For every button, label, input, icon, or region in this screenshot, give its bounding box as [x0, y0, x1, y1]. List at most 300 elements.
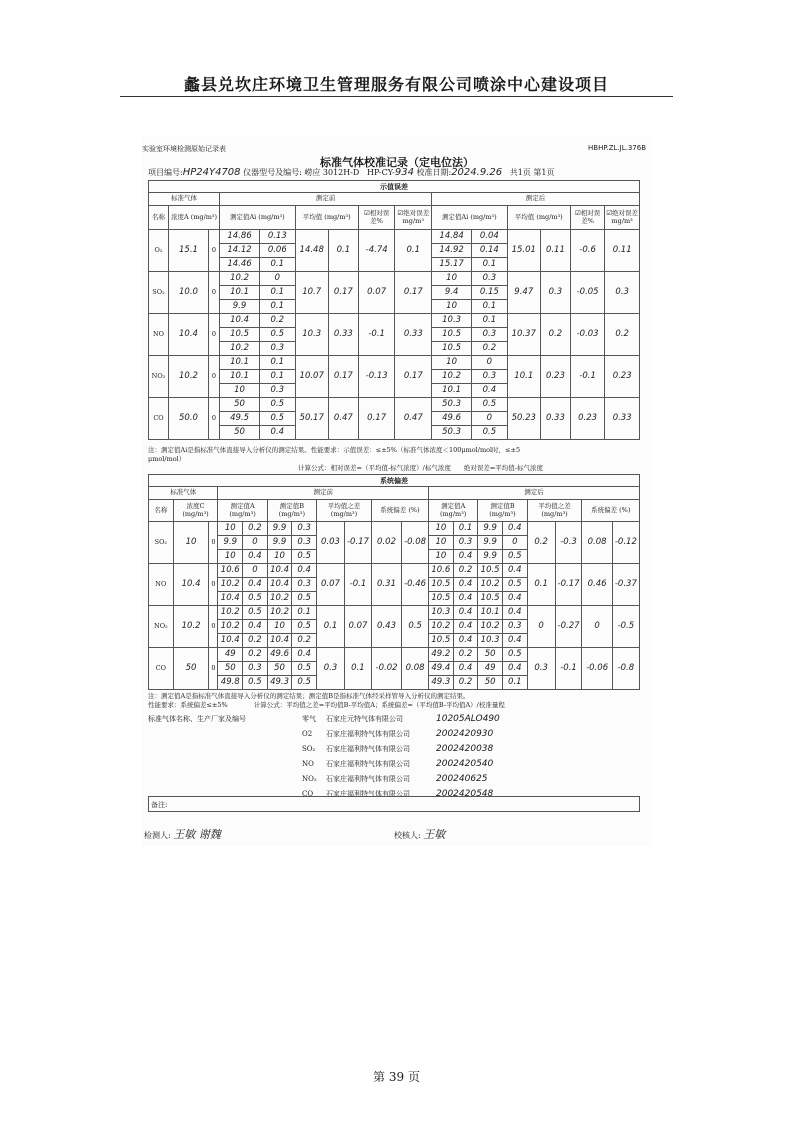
system-bias-error-after: -0.8 — [612, 648, 639, 690]
error-a-before: 0.2 — [243, 634, 268, 648]
measured-error-after: 0.2 — [472, 342, 508, 356]
form-info-line — [148, 167, 648, 178]
error-b-after: 0.5 — [502, 648, 527, 662]
cylinder-number: 2002420038 — [436, 744, 494, 754]
measured-error-after: 0.15 — [472, 286, 508, 300]
measured-value-after: 10.1 — [432, 384, 472, 398]
measured-error-before: 0.13 — [260, 230, 296, 244]
checker-name: 王敏 — [423, 828, 446, 841]
date-value: 2024.9.26 — [451, 167, 503, 178]
cylinder-supplier: 石家庄福利特气体有限公司 — [326, 730, 410, 738]
t2-header-before: 测定前 — [218, 487, 429, 500]
error-b-before: 0.3 — [292, 536, 317, 550]
measured-error-after: 0 — [472, 356, 508, 370]
measured-value-after: 10 — [432, 300, 472, 314]
measured-error-before: 0.5 — [260, 398, 296, 412]
avg-diff-error-after: -0.17 — [555, 564, 582, 606]
list-item — [302, 744, 493, 754]
value-b-before: 10 — [267, 620, 292, 634]
average-dev-before: 0.33 — [328, 314, 358, 356]
system-bias-error-before: 0.08 — [402, 648, 429, 690]
measured-value-before: 10.1 — [220, 356, 260, 370]
avg-diff-before: 0.03 — [317, 522, 345, 564]
instrument-no-prefix: HP-CY- — [366, 168, 395, 177]
cylinder-supplier: 石家庄福利特气体有限公司 — [326, 760, 410, 768]
value-a-after: 10 — [429, 550, 454, 564]
measured-value-before: 14.12 — [220, 244, 260, 258]
t2-header-diff-after: 平均值之差 (mg/m³) — [527, 500, 582, 522]
measured-error-after: 0.1 — [472, 314, 508, 328]
t2-header-bias-after: 系统偏差 (%) — [582, 500, 640, 522]
measured-error-after: 0 — [472, 412, 508, 426]
measured-error-after: 0.1 — [472, 258, 508, 272]
cylinder-number: 2002420548 — [436, 789, 494, 799]
error-b-before: 0.5 — [292, 676, 317, 690]
measured-value-before: 10.1 — [220, 286, 260, 300]
avg-diff-before: 0.07 — [317, 564, 345, 606]
system-bias-error-before: -0.08 — [402, 522, 429, 564]
error-a-after: 0.4 — [453, 662, 478, 676]
value-b-before: 50 — [267, 662, 292, 676]
measured-error-before: 0.1 — [260, 356, 296, 370]
value-a-after: 10.5 — [429, 634, 454, 648]
system-bias-error-before: 0.5 — [402, 606, 429, 648]
t2-note-line2: 性能要求：系统偏差≤±5% 计算公式：平均值之差=平均值B-平均值A；系统偏差=（平均值B-平均值A）/校准量程 — [148, 701, 505, 709]
list-item — [302, 774, 488, 784]
error-a-before: 0.3 — [243, 662, 268, 676]
value-b-before: 10.2 — [267, 592, 292, 606]
checker-label: 校核人: — [394, 831, 421, 840]
value-a-after: 49.2 — [429, 648, 454, 662]
absolute-error-before: 0.17 — [395, 356, 432, 398]
t2-header-b-before: 测定值B (mg/m³) — [267, 500, 316, 522]
measured-error-after: 0.5 — [472, 426, 508, 440]
value-b-after: 49 — [478, 662, 503, 676]
header-name: 名称 — [149, 206, 169, 230]
relative-error-before: 0.07 — [358, 272, 395, 314]
instrument-value: 崂应 3012H-D — [304, 168, 360, 177]
table-row — [149, 398, 640, 412]
system-bias-before: 0.31 — [371, 564, 401, 606]
header-average-after: 平均值 (mg/m³) — [507, 206, 570, 230]
system-bias-before: 0.43 — [371, 606, 401, 648]
error-b-before: 0.3 — [292, 522, 317, 536]
header-relative-error-before: ☑相对误差% — [358, 206, 395, 230]
measured-error-before: 0.1 — [260, 286, 296, 300]
measured-value-after: 50.3 — [432, 426, 472, 440]
value-a-before: 10.4 — [218, 592, 243, 606]
cylinder-supplier: 石家庄福利特气体有限公司 — [326, 745, 410, 753]
t2-header-name: 名称 — [149, 500, 174, 522]
gas-concentration: 10.2 — [168, 356, 208, 398]
error-a-before: 0.5 — [243, 676, 268, 690]
gas-concentration: 10.2 — [173, 606, 209, 648]
value-b-after: 10.3 — [478, 634, 503, 648]
error-a-before: 0.2 — [243, 648, 268, 662]
error-b-after: 0.4 — [502, 592, 527, 606]
measured-value-after: 14.92 — [432, 244, 472, 258]
measured-value-before: 50 — [220, 398, 260, 412]
gas-name: CO — [149, 398, 169, 440]
indication-error-body — [149, 230, 640, 440]
avg-diff-after: 0.2 — [527, 522, 555, 564]
zero-cell: 0 — [208, 398, 219, 440]
tester-label: 检测人: — [144, 831, 171, 840]
relative-error-after: -0.05 — [570, 272, 604, 314]
average-dev-before: 0.1 — [328, 230, 358, 272]
avg-diff-before: 0.1 — [317, 606, 345, 648]
gas-concentration: 50.0 — [168, 398, 208, 440]
tester-signature — [144, 826, 221, 842]
t2-header-bias-before: 系统偏差 (%) — [371, 500, 428, 522]
gas-concentration: 50 — [173, 648, 209, 690]
error-a-after: 0.1 — [453, 522, 478, 536]
cylinder-number: 200240625 — [436, 774, 488, 784]
error-b-before: 0.5 — [292, 620, 317, 634]
indication-error-table — [148, 180, 640, 440]
t1-note — [148, 446, 640, 473]
average-dev-after: 0.23 — [540, 356, 570, 398]
list-item — [302, 729, 493, 739]
project-label: 项目编号: — [148, 168, 183, 177]
gas-concentration: 10 — [173, 522, 209, 564]
value-b-before: 49.6 — [267, 648, 292, 662]
value-a-after: 10.5 — [429, 592, 454, 606]
error-b-before: 0.5 — [292, 592, 317, 606]
table-row — [149, 230, 640, 244]
measured-value-after: 10 — [432, 356, 472, 370]
error-a-after: 0.2 — [453, 648, 478, 662]
avg-diff-error-before: -0.1 — [345, 564, 372, 606]
average-dev-after: 0.33 — [540, 398, 570, 440]
average-before: 10.7 — [295, 272, 328, 314]
value-b-before: 10.4 — [267, 578, 292, 592]
cylinder-gas: SO₂ — [302, 745, 316, 753]
measured-value-before: 50 — [220, 426, 260, 440]
pages-info: 共1页 第1页 — [509, 168, 555, 177]
value-b-after: 9.9 — [478, 550, 503, 564]
zero-cell: 0 — [208, 314, 219, 356]
measured-value-after: 10.3 — [432, 314, 472, 328]
absolute-error-before: 0.33 — [395, 314, 432, 356]
value-b-after: 50 — [478, 676, 503, 690]
relative-error-before: -4.74 — [358, 230, 395, 272]
form-code: HBHP.ZL.JL.376B — [588, 144, 646, 152]
header-absolute-error-after: ☑绝对误差 mg/m³ — [605, 206, 640, 230]
zero-cell: 0 — [209, 522, 218, 564]
gas-concentration: 10.4 — [173, 564, 209, 606]
measured-value-after: 9.4 — [432, 286, 472, 300]
error-a-after: 0.4 — [453, 620, 478, 634]
error-a-before: 0.4 — [243, 620, 268, 634]
error-b-after: 0.4 — [502, 564, 527, 578]
value-a-before: 10.4 — [218, 634, 243, 648]
t2-header-concentration: 浓度C (mg/m³) — [173, 500, 218, 522]
avg-diff-error-after: -0.3 — [555, 522, 582, 564]
value-a-after: 10 — [429, 522, 454, 536]
measured-error-after: 0.5 — [472, 398, 508, 412]
measured-error-before: 0.3 — [260, 384, 296, 398]
t1-formula: 计算公式：相对误差=（平均值-标气浓度）/标气浓度 绝对误差=平均值-标气浓度 — [298, 464, 543, 472]
average-dev-before: 0.17 — [328, 356, 358, 398]
average-after: 10.37 — [507, 314, 540, 356]
list-item — [302, 714, 500, 724]
error-b-before: 0.3 — [292, 578, 317, 592]
measured-value-before: 49.5 — [220, 412, 260, 426]
measured-error-before: 0.3 — [260, 342, 296, 356]
error-a-before: 0.2 — [243, 522, 268, 536]
gas-concentration: 15.1 — [168, 230, 208, 272]
gas-name: NO — [149, 314, 169, 356]
zero-cell: 0 — [208, 272, 219, 314]
error-a-after: 0.4 — [453, 606, 478, 620]
cylinder-supplier: 石家庄福利特气体有限公司 — [326, 775, 410, 783]
error-b-after: 0.5 — [502, 550, 527, 564]
zero-cell: 0 — [208, 230, 219, 272]
measured-value-before: 10.5 — [220, 328, 260, 342]
value-a-after: 10.6 — [429, 564, 454, 578]
measured-error-after: 0.3 — [472, 328, 508, 342]
relative-error-after: 0.23 — [570, 398, 604, 440]
average-before: 10.3 — [295, 314, 328, 356]
t2-header-b-after: 测定值B (mg/m³) — [478, 500, 527, 522]
measured-error-before: 0.2 — [260, 314, 296, 328]
t2-header-after: 测定后 — [429, 487, 640, 500]
error-a-before: 0.4 — [243, 550, 268, 564]
value-a-after: 10.5 — [429, 578, 454, 592]
cylinder-supplier: 石家庄福利特气体有限公司 — [326, 790, 410, 798]
value-b-after: 10.1 — [478, 606, 503, 620]
measured-value-before: 14.46 — [220, 258, 260, 272]
measured-error-after: 0.04 — [472, 230, 508, 244]
system-bias-error-before: -0.46 — [402, 564, 429, 606]
value-b-before: 10.4 — [267, 634, 292, 648]
checker-signature — [394, 826, 445, 842]
table-row — [149, 648, 640, 662]
instrument-label: 仪器型号及编号: — [243, 168, 302, 177]
error-b-before: 0.1 — [292, 606, 317, 620]
value-b-after: 9.9 — [478, 522, 503, 536]
average-dev-after: 0.3 — [540, 272, 570, 314]
system-bias-before: 0.02 — [371, 522, 401, 564]
value-b-after: 10.5 — [478, 592, 503, 606]
absolute-error-before: 0.17 — [395, 272, 432, 314]
absolute-error-after: 0.23 — [605, 356, 640, 398]
gas-name: NO — [149, 564, 174, 606]
cylinder-number: 10205ALO490 — [436, 714, 500, 724]
error-b-before: 0.4 — [292, 648, 317, 662]
measured-value-after: 50.3 — [432, 398, 472, 412]
cylinder-number: 2002420930 — [436, 729, 494, 739]
gas-name: SO₂ — [149, 272, 169, 314]
relative-error-before: 0.17 — [358, 398, 395, 440]
error-b-after: 0.4 — [502, 606, 527, 620]
table-row — [149, 314, 640, 328]
t1-note-line1: 注：测定值Ai是指标准气体直接导入分析仪的测定结果。性能要求：示值误差：≤±5%（标准气体浓度＜100μmol/mol时，≤±5 — [148, 446, 521, 454]
error-b-after: 0.4 — [502, 634, 527, 648]
average-before: 14.48 — [295, 230, 328, 272]
t2-note-line1: 注：测定值A是指标准气体直接导入分析仪的测定结果；测定值B是指标准气体经采样管导入分析仪的测定结果。 — [148, 692, 470, 700]
value-b-before: 10 — [267, 550, 292, 564]
value-a-after: 49.4 — [429, 662, 454, 676]
value-b-after: 10.2 — [478, 620, 503, 634]
page-header-title: 蠡县兑坎庄环境卫生管理服务有限公司喷涂中心建设项目 — [183, 75, 609, 94]
instrument-no: 934 — [394, 167, 414, 178]
gas-name: NO₂ — [149, 606, 174, 648]
measured-error-before: 0.06 — [260, 244, 296, 258]
gas-name: CO — [149, 648, 174, 690]
measured-error-after: 0.14 — [472, 244, 508, 258]
table-row — [149, 564, 640, 578]
error-b-before: 0.4 — [292, 564, 317, 578]
remark-box — [148, 796, 640, 812]
value-b-after: 50 — [478, 648, 503, 662]
error-a-after: 0.2 — [453, 564, 478, 578]
measured-error-before: 0.5 — [260, 328, 296, 342]
average-after: 10.1 — [507, 356, 540, 398]
error-b-after: 0.4 — [502, 522, 527, 536]
measured-error-before: 0.1 — [260, 300, 296, 314]
absolute-error-after: 0.2 — [605, 314, 640, 356]
table-row — [149, 272, 640, 286]
system-bias-before: -0.02 — [371, 648, 401, 690]
value-a-before: 49.8 — [218, 676, 243, 690]
table-row — [149, 356, 640, 370]
measured-value-after: 14.84 — [432, 230, 472, 244]
relative-error-after: -0.1 — [570, 356, 604, 398]
average-after: 15.01 — [507, 230, 540, 272]
cylinder-gas: NO — [302, 760, 314, 768]
average-after: 9.47 — [507, 272, 540, 314]
measured-error-after: 0.3 — [472, 370, 508, 384]
avg-diff-after: 0.1 — [527, 564, 555, 606]
avg-diff-error-before: -0.17 — [345, 522, 372, 564]
date-label: 校准日期: — [416, 168, 452, 177]
zero-cell: 0 — [208, 356, 219, 398]
remark-label: 备注: — [151, 801, 168, 809]
error-a-before: 0.5 — [243, 592, 268, 606]
header-standard-gas: 标准气体 — [149, 193, 220, 206]
error-a-after: 0.4 — [453, 578, 478, 592]
value-b-after: 9.9 — [478, 536, 503, 550]
relative-error-after: -0.03 — [570, 314, 604, 356]
project-value: HP24Y4708 — [182, 167, 241, 178]
average-dev-before: 0.17 — [328, 272, 358, 314]
measured-value-before: 10.2 — [220, 272, 260, 286]
system-bias-after: 0 — [582, 606, 612, 648]
average-after: 50.23 — [507, 398, 540, 440]
error-a-after: 0.2 — [453, 676, 478, 690]
error-b-after: 0.3 — [502, 620, 527, 634]
value-b-before: 9.9 — [267, 522, 292, 536]
cylinder-number: 2002420540 — [436, 759, 494, 769]
system-bias-after: -0.06 — [582, 648, 612, 690]
list-item — [302, 759, 493, 769]
header-relative-error-after: ☑相对误差% — [570, 206, 604, 230]
value-a-before: 50 — [218, 662, 243, 676]
value-b-before: 9.9 — [267, 536, 292, 550]
avg-diff-error-before: 0.1 — [345, 648, 372, 690]
measured-value-before: 10 — [220, 384, 260, 398]
value-b-before: 10.2 — [267, 606, 292, 620]
header-before: 测定前 — [220, 193, 432, 206]
t1-note-line2: μmol/mol） — [148, 455, 186, 463]
absolute-error-after: 0.33 — [605, 398, 640, 440]
relative-error-before: -0.1 — [358, 314, 395, 356]
value-a-before: 10.2 — [218, 606, 243, 620]
measured-value-after: 10.5 — [432, 328, 472, 342]
page-number: 第 39 页 — [373, 1070, 420, 1084]
avg-diff-after: 0 — [527, 606, 555, 648]
zero-cell: 0 — [209, 564, 218, 606]
gas-name: SO₂ — [149, 522, 174, 564]
error-b-after: 0.5 — [502, 578, 527, 592]
value-a-before: 9.9 — [218, 536, 243, 550]
measured-value-after: 10.2 — [432, 370, 472, 384]
measured-value-after: 10 — [432, 272, 472, 286]
header-after: 测定后 — [432, 193, 640, 206]
avg-diff-error-after: -0.27 — [555, 606, 582, 648]
t2-header-a-after: 测定值A (mg/m³) — [429, 500, 478, 522]
value-b-after: 10.5 — [478, 564, 503, 578]
avg-diff-error-after: -0.1 — [555, 648, 582, 690]
avg-diff-after: 0.3 — [527, 648, 555, 690]
system-bias-error-after: -0.5 — [612, 606, 639, 648]
system-bias-error-after: -0.12 — [612, 522, 639, 564]
error-a-after: 0.4 — [453, 634, 478, 648]
system-bias-table — [148, 474, 640, 690]
form-title: 标准气体校准记录（定电位法） — [320, 156, 474, 169]
cylinder-supplier: 石家庄元特气体有限公司 — [326, 715, 403, 723]
relative-error-before: -0.13 — [358, 356, 395, 398]
system-bias-error-after: -0.37 — [612, 564, 639, 606]
header-measured-after: 测定值Ai (mg/m³) — [432, 206, 508, 230]
gas-concentration: 10.0 — [168, 272, 208, 314]
zero-cell: 0 — [209, 648, 218, 690]
error-b-after: 0.1 — [502, 676, 527, 690]
value-b-before: 49.3 — [267, 676, 292, 690]
error-a-before: 0 — [243, 564, 268, 578]
zero-cell: 0 — [209, 606, 218, 648]
error-b-before: 0.5 — [292, 662, 317, 676]
absolute-error-before: 0.47 — [395, 398, 432, 440]
cylinder-gas: NO₂ — [302, 775, 317, 783]
measured-error-before: 0.4 — [260, 426, 296, 440]
measured-value-before: 9.9 — [220, 300, 260, 314]
error-a-after: 0.3 — [453, 536, 478, 550]
value-a-before: 10 — [218, 522, 243, 536]
error-a-before: 0 — [243, 536, 268, 550]
measured-error-after: 0.4 — [472, 384, 508, 398]
form-org-line: 实验室环境检测原始记录表 — [142, 145, 226, 153]
average-dev-after: 0.2 — [540, 314, 570, 356]
gas-name: NO₂ — [149, 356, 169, 398]
t2-header-standard-gas: 标准气体 — [149, 487, 218, 500]
measured-error-before: 0.5 — [260, 412, 296, 426]
error-b-before: 0.5 — [292, 550, 317, 564]
value-a-before: 49 — [218, 648, 243, 662]
absolute-error-before: 0.1 — [395, 230, 432, 272]
value-a-after: 49.3 — [429, 676, 454, 690]
t2-header-a-before: 测定值A (mg/m³) — [218, 500, 267, 522]
average-dev-before: 0.47 — [328, 398, 358, 440]
measured-error-after: 0.1 — [472, 300, 508, 314]
table-row — [149, 606, 640, 620]
error-a-before: 0.5 — [243, 606, 268, 620]
scanned-form — [142, 136, 652, 846]
measured-value-before: 10.4 — [220, 314, 260, 328]
value-a-before: 10.2 — [218, 578, 243, 592]
